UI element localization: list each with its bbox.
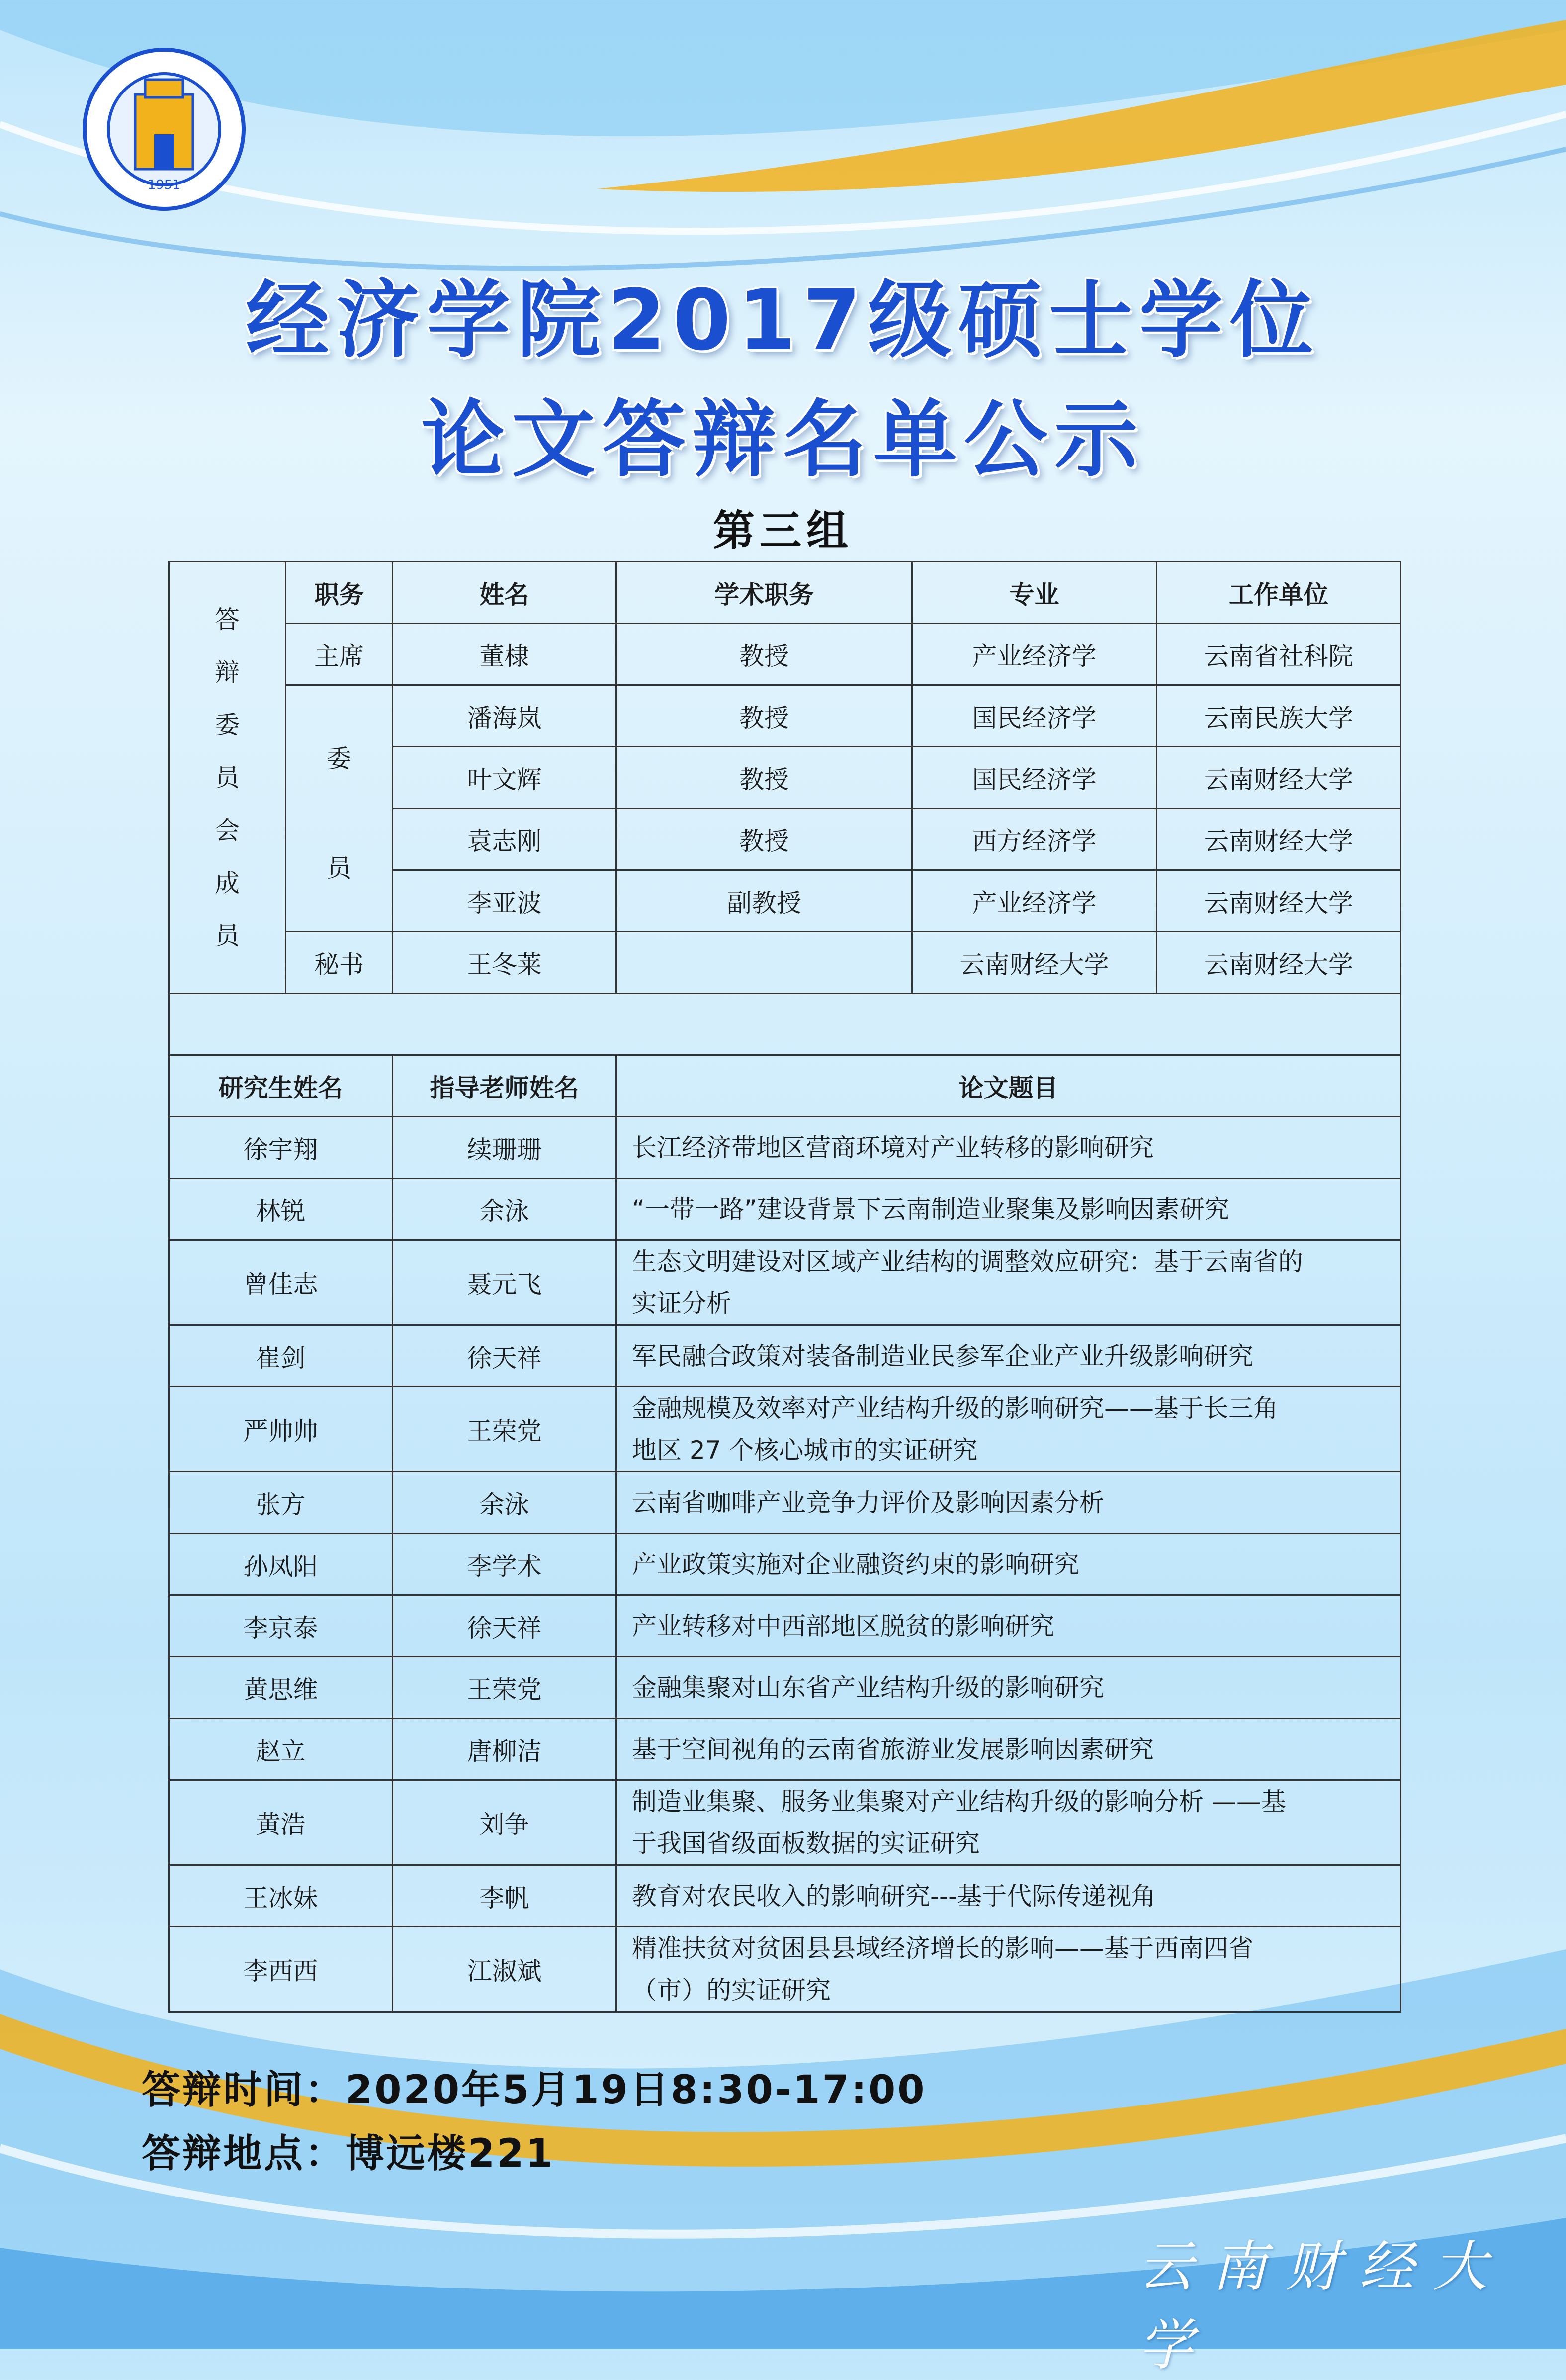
topic-line: 长江经济带地区营商环境对产业转移的影响研究 [632,1133,1154,1162]
student-name: 黄思维 [169,1657,393,1719]
advisor-name: 徐天祥 [393,1325,616,1387]
side-label-char: 会 [215,816,240,845]
role-cell-member [286,685,393,932]
thesis-topic [616,1927,1401,2012]
title-cell: 副教授 [616,870,912,932]
student-name: 赵立 [169,1719,393,1780]
topic-line: （市）的实证研究 [632,1976,831,2005]
student-name: 张方 [169,1472,393,1534]
defense-place: 答辩地点：博远楼221 [142,2131,555,2176]
topic-line: 实证分析 [632,1289,731,1318]
student-name: 王冰妹 [169,1865,393,1927]
thesis-topic [616,1595,1401,1657]
advisor-name: 刘争 [393,1780,616,1865]
defense-time: 答辩时间：2020年5月19日8:30-17:00 [142,2068,927,2112]
unit-cell: 云南省社科院 [1157,624,1401,685]
advisor-name: 余泳 [393,1179,616,1240]
topic-line: 地区 27 个核心城市的实证研究 [632,1436,978,1465]
student-row [169,1657,1401,1719]
header-student: 研究生姓名 [169,1055,393,1117]
student-row [169,1719,1401,1780]
thesis-topic [616,1387,1401,1472]
student-name: 严帅帅 [169,1387,393,1472]
advisor-name: 江淑斌 [393,1927,616,2012]
page-title-line-2: 论文答辩名单公示 [421,391,1145,488]
university-logo [80,45,249,214]
topic-line: 基于空间视角的云南省旅游业发展影响因素研究 [632,1735,1154,1764]
student-row [169,1325,1401,1387]
advisor-name: 李帆 [393,1865,616,1927]
topic-line: 于我国省级面板数据的实证研究 [632,1829,980,1858]
student-name: 曾佳志 [169,1240,393,1325]
topic-line: 产业政策实施对企业融资约束的影响研究 [632,1550,1079,1579]
title-cell: 教授 [616,809,912,870]
student-name: 李京泰 [169,1595,393,1657]
advisor-name: 唐柳洁 [393,1719,616,1780]
title-cell: 教授 [616,624,912,685]
group-title: 第三组 [712,506,853,555]
header-advisor: 指导老师姓名 [393,1055,616,1117]
student-row [169,1780,1401,1865]
side-label-char: 员 [215,763,240,792]
advisor-name: 王荣党 [393,1387,616,1472]
role-member-top: 委 [327,744,351,773]
topic-line: 金融规模及效率对产业结构升级的影响研究——基于长三角 [632,1394,1278,1423]
title-cell: 教授 [616,747,912,809]
thesis-topic [616,1719,1401,1780]
header-role: 职务 [286,562,393,624]
committee-row [169,624,1401,685]
header-unit: 工作单位 [1157,562,1401,624]
side-label-char: 成 [215,868,240,898]
name-cell: 叶文辉 [393,747,616,809]
role-member-bottom: 员 [327,853,351,883]
topic-line: 生态文明建设对区域产业结构的调整效应研究：基于云南省的 [632,1247,1303,1276]
thesis-topic [616,1534,1401,1595]
unit-cell: 云南财经大学 [1157,809,1401,870]
student-row [169,1387,1401,1472]
major-cell: 西方经济学 [912,809,1157,870]
major-cell: 国民经济学 [912,685,1157,747]
topic-line: 金融集聚对山东省产业结构升级的影响研究 [632,1673,1104,1702]
advisor-name: 徐天祥 [393,1595,616,1657]
thesis-topic [616,1325,1401,1387]
advisor-name: 王荣党 [393,1657,616,1719]
thesis-topic [616,1179,1401,1240]
thesis-topic [616,1240,1401,1325]
role-cell: 秘书 [286,932,393,994]
side-label-char: 员 [215,921,240,950]
student-name: 林锐 [169,1179,393,1240]
student-row [169,1472,1401,1534]
side-label-char: 委 [215,710,240,739]
advisor-name: 聂元飞 [393,1240,616,1325]
side-label-char: 辩 [215,657,240,687]
unit-cell: 云南财经大学 [1157,870,1401,932]
student-row [169,1595,1401,1657]
student-row [169,1179,1401,1240]
header-major: 专业 [912,562,1157,624]
unit-cell: 云南财经大学 [1157,747,1401,809]
page-title-line-1: 经济学院2017级硕士学位 [246,272,1320,369]
advisor-name: 余泳 [393,1472,616,1534]
thesis-topic [616,1472,1401,1534]
committee-row [169,685,1401,747]
thesis-topic [616,1865,1401,1927]
university-signature: 云南财经大学 [1138,2235,1506,2377]
unit-cell: 云南民族大学 [1157,685,1401,747]
title-cell: 教授 [616,685,912,747]
student-row [169,1534,1401,1595]
student-row [169,1240,1401,1325]
major-cell: 产业经济学 [912,624,1157,685]
topic-line: 精准扶贫对贫困县县域经济增长的影响——基于西南四省 [632,1934,1253,1963]
major-cell: 产业经济学 [912,870,1157,932]
defense-table [168,561,1401,2013]
topic-line: 教育对农民收入的影响研究---基于代际传递视角 [632,1881,1156,1911]
student-name: 崔剑 [169,1325,393,1387]
major-cell: 云南财经大学 [912,932,1157,994]
topic-line: “一带一路”建设背景下云南制造业聚集及影响因素研究 [632,1194,1229,1224]
advisor-name: 李学术 [393,1534,616,1595]
header-academic-title: 学术职务 [616,562,912,624]
student-name: 黄浩 [169,1780,393,1865]
svg-text:1951: 1951 [147,178,181,192]
side-label-char: 答 [215,605,240,634]
topic-line: 云南省咖啡产业竞争力评价及影响因素分析 [632,1488,1104,1517]
name-cell: 袁志刚 [393,809,616,870]
student-row [169,1927,1401,2012]
spacer-row [169,994,1401,1055]
role-cell: 主席 [286,624,393,685]
student-name: 孙凤阳 [169,1534,393,1595]
topic-line: 制造业集聚、服务业集聚对产业结构升级的影响分析 ——基 [632,1787,1286,1816]
advisor-name: 续珊珊 [393,1117,616,1179]
name-cell: 李亚波 [393,870,616,932]
topic-line: 军民融合政策对装备制造业民参军企业产业升级影响研究 [632,1341,1253,1371]
student-name: 徐宇翔 [169,1117,393,1179]
unit-cell: 云南财经大学 [1157,932,1401,994]
student-row [169,1117,1401,1179]
student-row [169,1865,1401,1927]
title-cell [616,932,912,994]
name-cell: 王冬莱 [393,932,616,994]
thesis-topic [616,1117,1401,1179]
thesis-topic [616,1780,1401,1865]
topic-line: 产业转移对中西部地区脱贫的影响研究 [632,1611,1054,1641]
header-topic: 论文题目 [616,1055,1401,1117]
committee-row [169,932,1401,994]
major-cell: 国民经济学 [912,747,1157,809]
header-name: 姓名 [393,562,616,624]
thesis-topic [616,1657,1401,1719]
name-cell: 董棣 [393,624,616,685]
student-name: 李西西 [169,1927,393,2012]
committee-side-label [169,562,286,994]
name-cell: 潘海岚 [393,685,616,747]
